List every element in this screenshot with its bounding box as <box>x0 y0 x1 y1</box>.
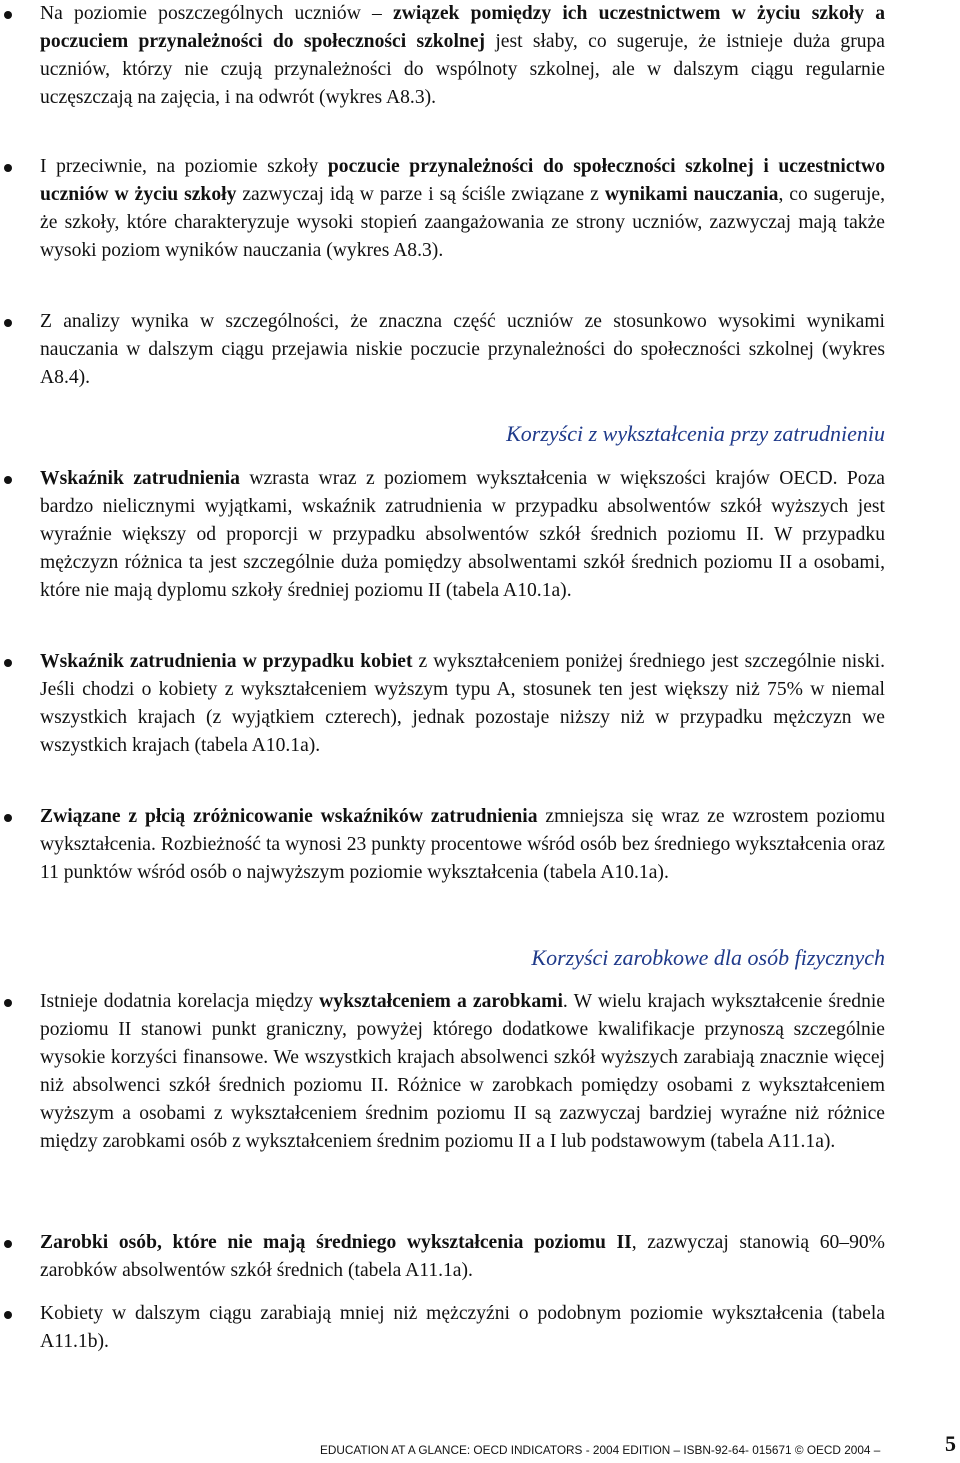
list-item <box>40 803 885 887</box>
bold-phrase: wykształceniem a zarobkami <box>319 991 563 1012</box>
bullet-icon <box>4 1240 12 1248</box>
bullet-icon <box>4 999 12 1007</box>
bullet-icon <box>4 164 12 172</box>
bullet-icon <box>4 1311 12 1319</box>
text-run: Z analizy wynika w szczególności, że znaczna część uczniów ze stosunkowo wysokimi wynikami nauczania w dalszym ciągu przejawia niskie poczucie przynależności do społeczności szkolnej (wykres A8.4). <box>40 311 885 388</box>
text-run: jest słaby, co sugeruje, że istnieje duża grupa uczniów, którzy nie czują przynależności do wspólnoty szkolnej, ale w dalszym ciągu regularnie uczęszczają na zajęcia, i na odwrót (wykres A8.3). <box>40 31 886 108</box>
text-run: zmniejsza się wraz ze wzrostem poziomu wykształcenia. Rozbieżność ta wynosi 23 punkty procentowe wśród osób bez średniego wykształcenia oraz 11 punktów wśród osób o najwyższym poziomie wykształcenia (tabela A10.1a). <box>40 806 885 883</box>
bullet-icon <box>4 11 12 19</box>
list-item <box>40 308 885 392</box>
bold-phrase: wynikami nauczania <box>604 184 779 205</box>
text-run: , co sugeruje, że szkoły, które charakteryzuje wysoki stopień zaangażowania ze strony uczniów, zazwyczaj mają także wysoki poziom wyników nauczania (wykres A8.3). <box>40 184 886 261</box>
text-run: . W wielu krajach wykształcenie średnie poziomu II stanowi punkt graniczny, powyżej którego dodatkowe kwalifikacje przynoszą szczególnie wysokie korzyści finansowe. We wszystkich krajach absolwenci szkół wyższych zarabiają znacznie więcej niż absolwenci szkół średnich poziomu II. Różnice w zarobkach pomiędzy osobami z wykształceniem wyższym a osobami z wykształceniem średnim poziomu II są zazwyczaj bardziej wyraźne niż różnice między zarobkami osób z wykształceniem średnim poziomu II a I lub podstawowym (tabela A11.1a). <box>40 991 886 1152</box>
section-heading-earnings: Korzyści zarobkowe dla osób fizycznych <box>531 945 885 970</box>
paragraph-text <box>40 311 885 388</box>
bold-phrase: związek pomiędzy ich uczestnictwem w życiu szkoły a poczuciem przynależności do społeczności szkolnej <box>40 3 885 52</box>
text-run: , zazwyczaj stanowią 60–90% zarobków absolwentów szkół średnich (tabela A11.1a). <box>40 1232 886 1281</box>
paragraph-text <box>40 651 885 756</box>
list-item <box>40 153 885 265</box>
page-number: 5 <box>945 1431 956 1456</box>
paragraph-text <box>40 806 885 883</box>
paragraph-text <box>40 1232 885 1281</box>
paragraph-text <box>40 991 885 1152</box>
bold-phrase: Wskaźnik zatrudnienia <box>40 468 240 489</box>
list-item <box>40 0 885 112</box>
footer-text: EDUCATION AT A GLANCE: OECD INDICATORS - 2004 EDITION – ISBN-92-64- 015671 © OECD 2004 – <box>320 1443 881 1457</box>
paragraph-text <box>40 3 885 108</box>
paragraph-text <box>40 1303 885 1352</box>
bold-phrase: Wskaźnik zatrudnienia w przypadku kobiet <box>40 651 413 672</box>
list-item <box>40 648 885 760</box>
list-item <box>40 988 885 1156</box>
page-footer <box>320 1431 960 1460</box>
bullet-icon <box>4 814 12 822</box>
bullet-icon <box>4 659 12 667</box>
bullet-icon <box>4 319 12 327</box>
text-run: Kobiety w dalszym ciągu zarabiają mniej niż mężczyźni o podobnym poziomie wykształcenia (tabela A11.1b). <box>40 1303 885 1352</box>
text-run: Na poziomie poszczególnych uczniów – <box>40 3 394 24</box>
text-run: zazwyczaj idą w parze i są ściśle związane z <box>236 184 605 205</box>
bold-phrase: poczucie przynależności do społeczności szkolnej i uczestnictwo uczniów w życiu szkoły <box>40 156 886 205</box>
bullet-icon <box>4 476 12 484</box>
bold-phrase: Zarobki osób, które nie mają średniego wykształcenia poziomu II <box>40 1232 632 1253</box>
text-run: z wykształceniem poniżej średniego jest szczególnie niski. Jeśli chodzi o kobiety z wykształceniem wyższym typu A, stosunek ten jest większy niż 75% w niemal wszystkich krajach (z wyjątkiem czterech), jednak pozostaje niższy niż w przypadku mężczyzn we wszystkich krajach (tabela A10.1a). <box>40 651 885 756</box>
list-item <box>40 1229 885 1285</box>
list-item <box>40 465 885 605</box>
list-item <box>40 1300 885 1356</box>
paragraph-text <box>40 468 885 601</box>
bold-phrase: Związane z płcią zróżnicowanie wskaźników zatrudnienia <box>40 806 538 827</box>
paragraph-text <box>40 156 885 261</box>
text-run: wzrasta wraz z poziomem wykształcenia w większości krajów OECD. Poza bardzo nielicznymi wyjątkami, wskaźnik zatrudnienia w przypadku absolwentów szkół wyższych jest wyraźnie większy od proporcji w przypadku absolwentów szkół średnich poziomu II. W przypadku mężczyzn różnica ta jest szczególnie duża pomiędzy absolwentami szkół średnich poziomu II a osobami, które nie mają dyplomu szkoły średniej poziomu II (tabela A10.1a). <box>40 468 885 601</box>
text-run: Istnieje dodatnia korelacja między <box>40 991 320 1012</box>
text-run: I przeciwnie, na poziomie szkoły <box>40 156 328 177</box>
section-heading-employment: Korzyści z wykształcenia przy zatrudnieniu <box>506 421 885 446</box>
